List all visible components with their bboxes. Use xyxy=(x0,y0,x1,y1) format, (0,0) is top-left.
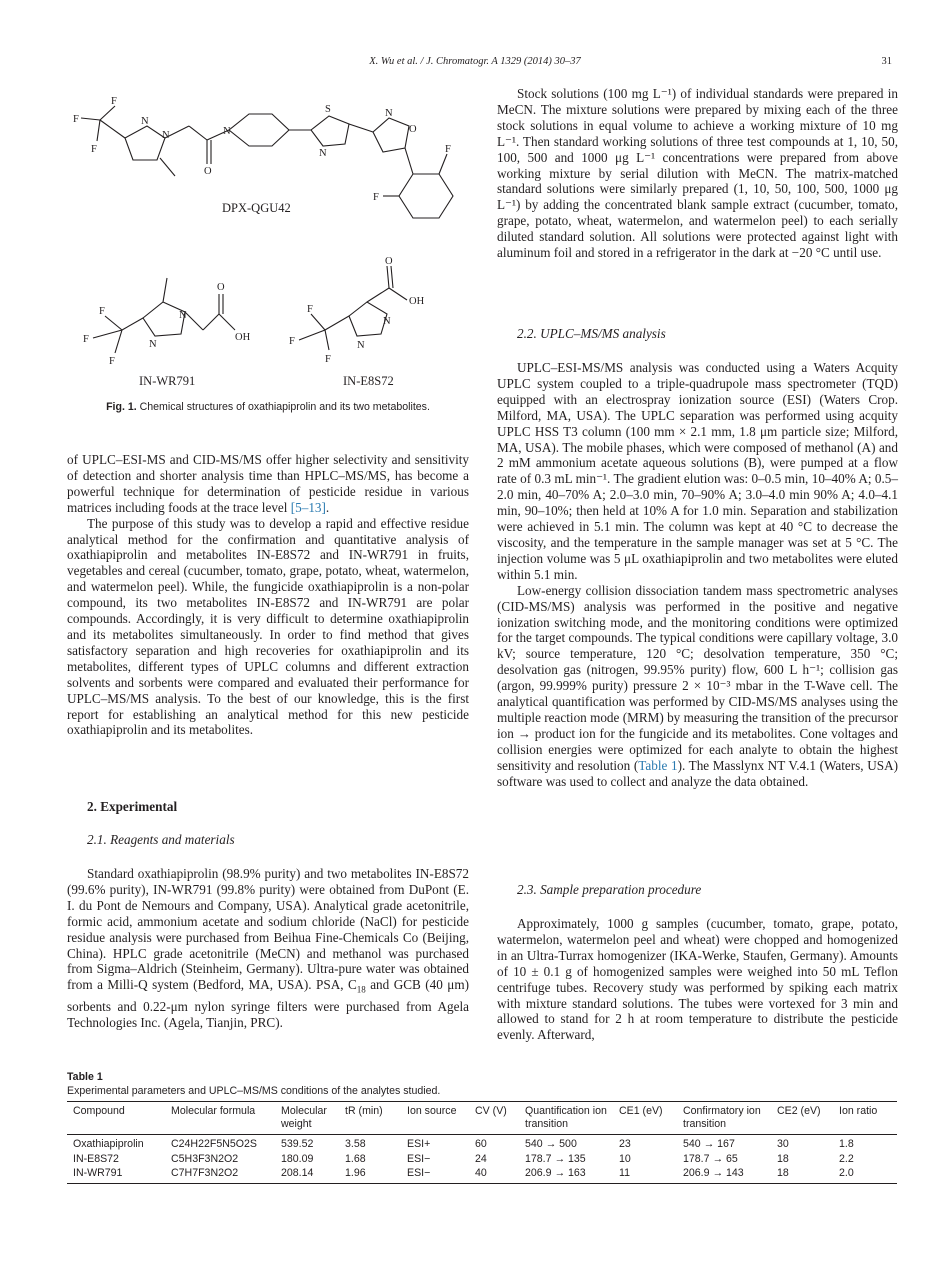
table-cell: C24H22F5N5O2S xyxy=(171,1138,257,1150)
figure-caption-text: Chemical structures of oxathiapiprolin and its two metabolites. xyxy=(139,401,430,413)
table-cell: 11 xyxy=(613,1166,677,1183)
table-reference-link[interactable]: Table 1 xyxy=(638,757,678,773)
atom-n: N xyxy=(141,116,149,127)
text: . xyxy=(325,499,330,515)
atom-s: S xyxy=(325,104,331,115)
table-cell: 540 → 167 xyxy=(683,1138,735,1150)
chemical-structures-diagram xyxy=(67,68,469,408)
table-cell: ESI− xyxy=(407,1152,431,1165)
atom-f: F xyxy=(99,306,105,317)
right-column-sample-prep xyxy=(497,916,898,1043)
compound-label-in-e8s72: IN-E8S72 xyxy=(343,374,394,388)
text: of UPLC–ESI-MS and CID-MS/MS offer higher selectivity and sensitivity of detection and shorter analysis time than HPLC–MS/MS, has become a powerful technique for determination of pesticide residue in various matrices including foods at the trace level xyxy=(67,452,469,515)
column-header: Compound xyxy=(67,1102,165,1135)
table-cell: IN-WR791 xyxy=(67,1166,165,1183)
table-cell: ESI− xyxy=(401,1166,469,1183)
table-cell: 206.9 → 163 xyxy=(519,1166,613,1183)
atom-f: F xyxy=(325,354,331,365)
right-paragraph-1: Stock solutions (100 mg L⁻¹) of individual standards were prepared in MeCN. The mixture solutions were prepared by mixing each of the three stock solutions in equal volume to achieve a working mixture of 10 mg L⁻¹. Then standard working solutions of three test compounds at 1, 10, 50, 100, 500 and 1000 μg L⁻¹ concentrations were prepared from above working mixture by serial dilution with MeCN. The matrix-matched standard solutions were similarly prepared (1, 10, 50, 100, 500, 1000 μg L⁻¹) by adding the concentrated blank sample extract (cucumber, tomato, grape, potato, wheat, watermelon, and watermelon peel) to each serially diluted standard solution. All solutions were protected against light with aluminum foil and stored in a refrigerator in the dark at −20 °C until use. xyxy=(497,86,898,261)
table-cell: 540 → 500 xyxy=(525,1138,577,1150)
left-paragraph-1 xyxy=(67,452,469,516)
atom-f: F xyxy=(111,96,117,107)
atom-f: F xyxy=(289,336,295,347)
column-header: CE1 (eV) xyxy=(613,1102,677,1135)
table-cell: 3.58 xyxy=(345,1138,366,1150)
subsection-heading-reagents: 2.1. Reagents and materials xyxy=(87,832,235,847)
atom-o: O xyxy=(217,282,225,293)
table-cell: 178.7 → 135 xyxy=(525,1152,586,1165)
table-cell: 23 xyxy=(619,1138,631,1150)
table-cell: 30 xyxy=(777,1138,789,1150)
table-cell: 60 xyxy=(475,1138,487,1150)
atom-f: F xyxy=(109,356,115,367)
table-cell: 1.8 xyxy=(839,1138,854,1150)
table-header-row xyxy=(67,1102,897,1135)
text: ). The Masslynx NT V.4.1 (Waters, USA) software was used to collect and analyze the data obtained. xyxy=(497,757,898,789)
right-column-uplc xyxy=(497,360,898,789)
figure-caption-label: Fig. 1. xyxy=(106,401,137,413)
atom-o: O xyxy=(204,166,212,177)
table-cell: 2.2 xyxy=(839,1152,854,1165)
table-cell: 18 xyxy=(771,1166,833,1183)
atom-n: N xyxy=(223,126,231,137)
column-header: Ion ratio xyxy=(833,1102,897,1135)
figure-1-caption xyxy=(67,401,469,413)
section-2-2-heading-block xyxy=(497,326,898,342)
left-paragraph-3 xyxy=(67,866,469,1031)
table-cell: 178.7 → 65 xyxy=(683,1152,738,1165)
column-header: Molecular formula xyxy=(165,1102,275,1135)
atom-oh: OH xyxy=(409,296,425,307)
column-header: tR (min) xyxy=(339,1102,401,1135)
table-cell: 180.09 xyxy=(281,1152,314,1165)
section-2-3-heading-block xyxy=(497,882,898,898)
section-heading-experimental: 2. Experimental xyxy=(87,799,178,814)
text: and GCB (40 μm) sorbents and 0.22-μm nylon syringe filters were purchased from Agela Technologies Inc. (Agela, Tianjin, PRC). xyxy=(67,977,469,1030)
atom-n: N xyxy=(162,130,170,141)
table-cell: 2.0 xyxy=(833,1166,897,1183)
reference-link[interactable]: [5–13] xyxy=(290,499,326,515)
atom-f: F xyxy=(91,144,97,155)
table-cell: ESI+ xyxy=(407,1138,431,1150)
atom-f: F xyxy=(373,192,379,203)
right-column-top xyxy=(497,86,898,261)
atom-n: N xyxy=(383,316,391,327)
right-paragraph-2: UPLC–ESI-MS/MS analysis was conducted using a Waters Acquity UPLC system coupled to a triple-quadrupole mass spectrometer (TQD) equipped with an electrospray ionization source (ESI) (Waters Crop. Milford, MA, USA). The UPLC separation was performed using acquity UPLC HSS T3 column (100 mm × 2.1 mm, 1.8 μm particle size; Milford, MA, USA). The mobile phases, which were composed of methanol (A) and 2 mM ammonium acetate aqueous solutions (B), were pumped at a flow rate of 0.3 mL min⁻¹. The gradient elution was: 0–0.5 min, 10–40% A; 0.5–2.0 min, 40–70% A; 2.0–3.0 min, 70–90% A; 3.0–4.0 min 90% A; 4.0–4.1 min, 90–10%; then held at 10% A for 1.0 min. Separation and stabilization were achieved in 5.1 min. The column was kept at 40 °C to decrease the viscosity, and the temperature in the sample manager was set at 5 °C. The injection volume was 5 μL oxathiapiprolin and two metabolites were eluted within 5.1 min. xyxy=(497,360,898,582)
atom-f: F xyxy=(83,334,89,345)
atom-oh: OH xyxy=(235,332,251,343)
running-head-citation: X. Wu et al. / J. Chromatogr. A 1329 (2014) 30–37 xyxy=(369,56,581,67)
table-cell: 208.14 xyxy=(275,1166,339,1183)
table-caption: Experimental parameters and UPLC–MS/MS conditions of the analytes studied. xyxy=(67,1085,441,1097)
atom-o: O xyxy=(409,124,417,135)
left-paragraph-2: The purpose of this study was to develop a rapid and effective residue analytical method for the confirmation and quantitative analysis of oxathiapiprolin and metabolites IN-E8S72 and IN-WR791 in fruits, vegetables and cereal (cucumber, tomato, grape, potato, wheat, watermelon, and watermelon peel). While, the fungicide oxathiapiprolin is a non-polar compound, its two metabolites IN-E8S72 and IN-WR791 are polar compounds. Accordingly, it is very difficult to determine oxathiapiprolin and its metabolites simultaneously. In order to find method that gives satisfactory separation and high recoveries for oxathiapiprolin and its metabolites, different types of UPLC columns and different extraction solvents and sorbents were compared and evaluated their performance for UPLC–MS/MS analysis. To the best of our knowledge, this is the first report for establishing an analytical method for this new pesticide oxathiapiprolin and its metabolites. xyxy=(67,515,469,738)
atom-f: F xyxy=(307,304,313,315)
table-cell: 1.68 xyxy=(345,1152,366,1165)
atom-f: F xyxy=(73,114,79,125)
subscript: 18 xyxy=(356,984,366,995)
subsection-heading-sample-prep: 2.3. Sample preparation procedure xyxy=(517,882,702,897)
table-cell: 40 xyxy=(469,1166,519,1183)
atom-n: N xyxy=(357,340,365,351)
table-cell: 206.9 → 143 xyxy=(677,1166,771,1183)
table-row xyxy=(67,1152,897,1167)
column-header: CV (V) xyxy=(469,1102,519,1135)
table-cell: 18 xyxy=(777,1152,789,1165)
left-column-reagents xyxy=(67,866,469,1031)
table-cell: Oxathiapiprolin xyxy=(73,1138,144,1150)
table-cell: 539.52 xyxy=(281,1138,314,1150)
column-header: CE2 (eV) xyxy=(771,1102,833,1135)
table-cell: 1.96 xyxy=(339,1166,401,1183)
parameters-table xyxy=(67,1101,897,1184)
table-cell: 10 xyxy=(619,1152,631,1165)
column-header: Quantification ion transition xyxy=(519,1102,613,1135)
compound-label-in-wr791: IN-WR791 xyxy=(139,374,196,388)
compound-label-dpx-qgu42: DPX-QGU42 xyxy=(222,201,291,215)
column-header: Ion source xyxy=(401,1102,469,1135)
subsection-heading-uplc: 2.2. UPLC–MS/MS analysis xyxy=(517,326,666,341)
atom-o: O xyxy=(385,256,393,267)
right-paragraph-4: Approximately, 1000 g samples (cucumber, tomato, grape, potato, watermelon, watermelon peel and wheat) were chopped and homogenized in an Ultra-Turrax homogenizer (IKA-Werke, Staufen, Germany). Amounts of 10 ± 0.1 g of homogenized samples were weighed into 50 mL Teflon centrifuge tubes. Recovery study was performed by spiking each matrix with mixture standard solutions. The tubes were vortexed for 3 min and allowed to stand for 2 h at room temperature to distribute the pesticide evenly. Afterward, xyxy=(497,916,898,1043)
column-header: Confirmatory ion transition xyxy=(677,1102,771,1135)
table-cell: C7H7F3N2O2 xyxy=(165,1166,275,1183)
table-title: Table 1 xyxy=(67,1071,103,1083)
atom-n: N xyxy=(385,108,393,119)
text: Low-energy collision dissociation tandem mass spectrometric analyses (CID-MS/MS) analysis was performed in the positive and negative ionization switching mode, and the monitoring conditions were optimized for the target compounds. The typical conditions were capillary voltage, 3.0 kV; source temperature, 120 °C; desolvation temperature, 350 °C; desolvation gas (nitrogen, 99.95% purity) flow, 600 L h⁻¹; collision gas (argon, 99.999% purity) pressure 2 × 10⁻³ mbar in the T-Wave cell. The analytical quantification was performed by CID-MS/MS analyses using the multiple reaction mode (MRM) by measuring the transition of the precursor ion → product ion for the fungicide and its metabolites. Cone voltages and collision energies were optimized for each analyte to obtain the highest sensitivity and resolution ( xyxy=(497,582,898,773)
left-column xyxy=(67,452,469,738)
table-1 xyxy=(67,1071,897,1184)
table-row xyxy=(67,1166,897,1183)
section-2-1-heading-block xyxy=(67,832,469,848)
table-cell: 24 xyxy=(475,1152,487,1165)
atom-f: F xyxy=(445,144,451,155)
column-header: Molecular weight xyxy=(275,1102,339,1135)
table-cell: C5H3F3N2O2 xyxy=(171,1152,239,1165)
atom-n: N xyxy=(149,339,157,350)
right-paragraph-3 xyxy=(497,583,898,790)
atom-n: N xyxy=(179,310,187,321)
section-2-heading-block xyxy=(67,799,469,815)
table-cell: IN-E8S72 xyxy=(73,1152,119,1165)
figure-1 xyxy=(67,68,469,423)
atom-n: N xyxy=(319,148,327,159)
page-number: 31 xyxy=(881,56,892,67)
text: Standard oxathiapiprolin (98.9% purity) and two metabolites IN-E8S72 (99.6% purity), IN-WR791 (99.8% purity) were obtained from DuPont (E. I. du Pont de Nemours and Company, USA). Analytical grade acetonitrile, formic acid, ammonium acetate and sodium chloride (NaCl) for pesticide residue analysis were purchased from Beihua Fine-Chemicals Co (Beijing, China). HPLC grade acetonitrile (MeCN) and methanol was purchased from Sigma–Aldrich (Steinheim, Germany). Ultra-pure water was obtained from a Milli-Q system (Bedford, MA, USA). PSA, C xyxy=(67,866,469,993)
table-row xyxy=(67,1135,897,1152)
